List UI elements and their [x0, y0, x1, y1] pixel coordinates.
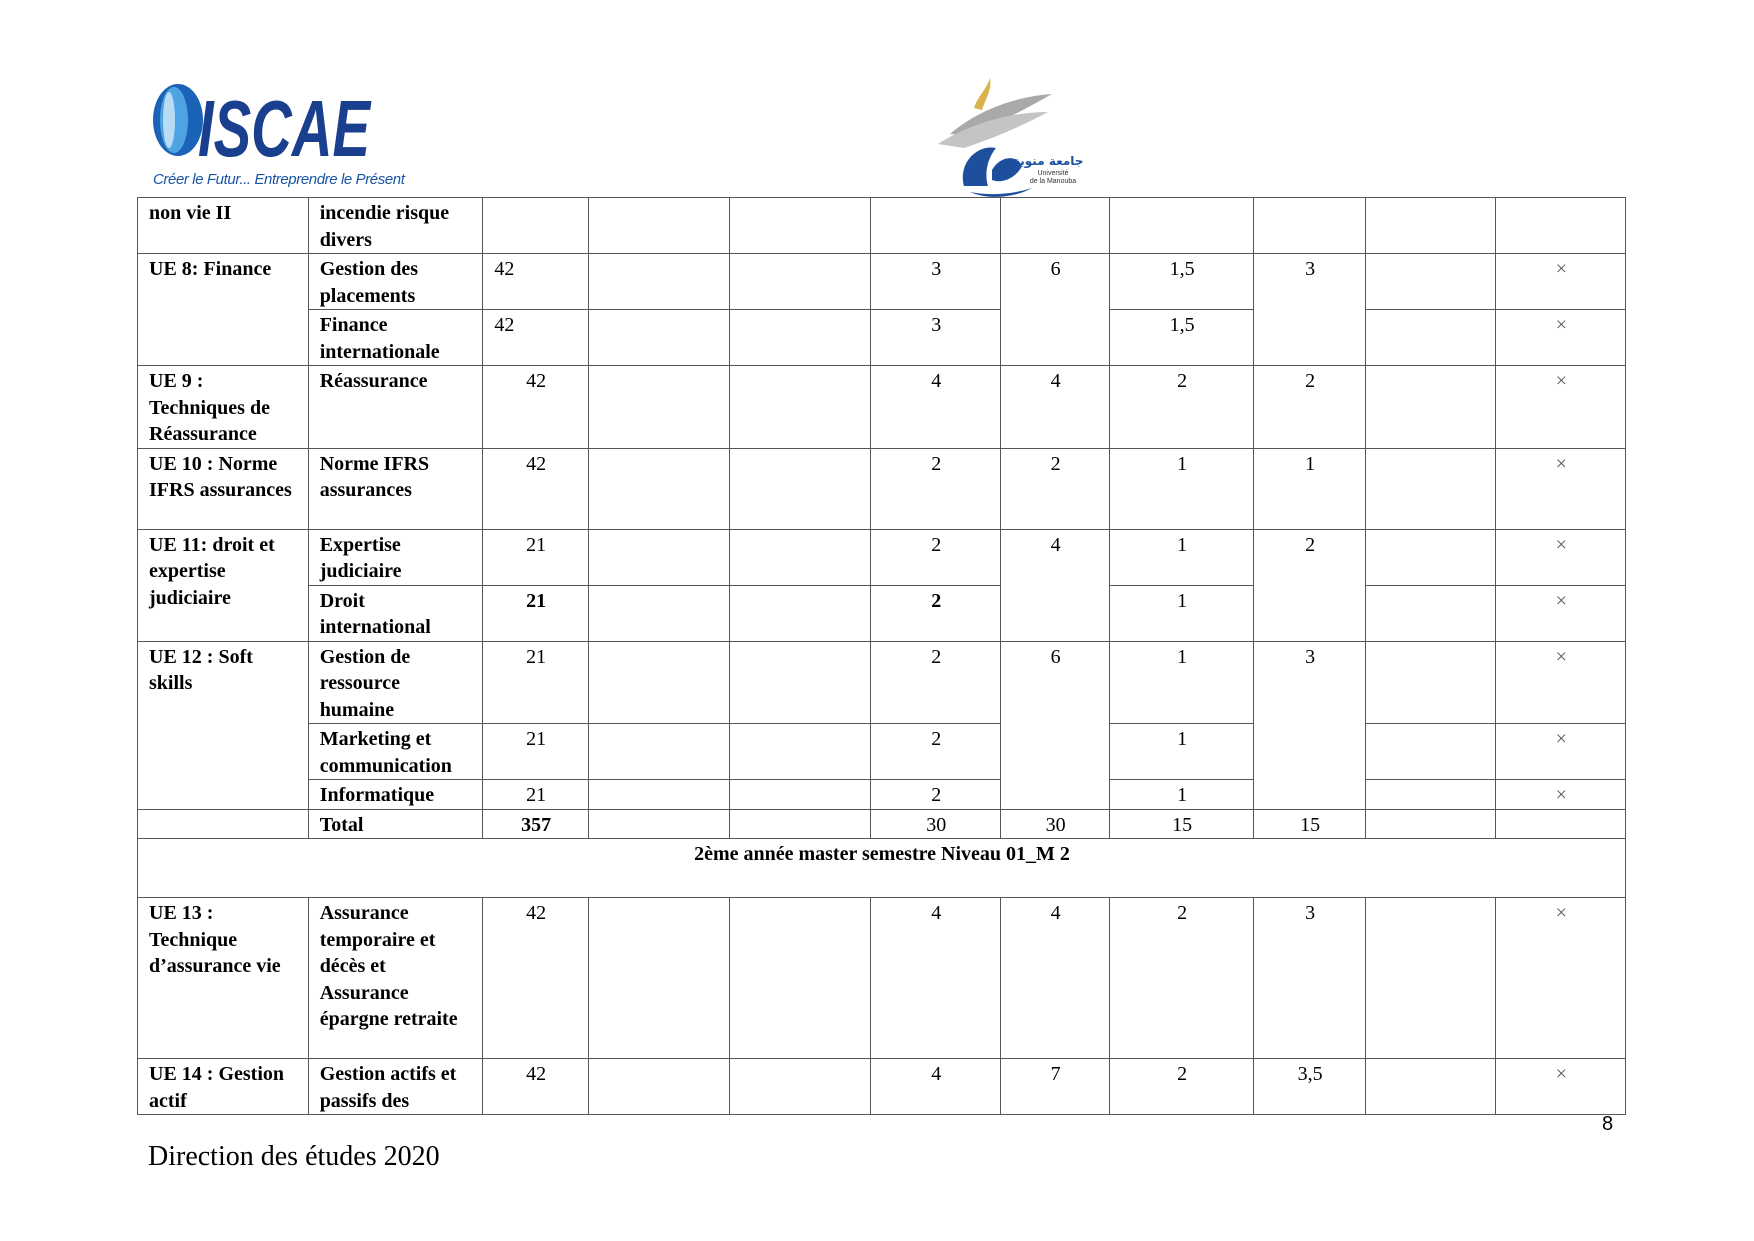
matiere-cell: Assurance temporaire et décès et Assurance épargne retraite — [308, 898, 483, 1059]
credit-cell: 3 — [870, 254, 1001, 310]
empty-cell — [1365, 809, 1496, 839]
empty-cell — [588, 780, 730, 810]
ue-table — [137, 197, 1626, 1115]
matiere-cell: Informatique — [308, 780, 483, 810]
coef-ue-cell: 2 — [1254, 366, 1365, 449]
mark-cell: × — [1496, 724, 1626, 780]
empty-cell — [588, 898, 730, 1059]
table-row — [138, 898, 1626, 1059]
mark-cell: × — [1496, 529, 1626, 585]
empty-cell — [730, 448, 871, 529]
matiere-cell: Gestion de ressource humaine — [308, 641, 483, 724]
matiere-cell: Finance internationale — [308, 310, 483, 366]
mark-cell: × — [1496, 780, 1626, 810]
table-row — [138, 641, 1626, 724]
iscae-logo-mark — [148, 76, 378, 171]
empty-cell — [730, 724, 871, 780]
credit-ue-cell: 6 — [1001, 254, 1109, 366]
empty-cell — [588, 254, 730, 310]
empty-cell — [1365, 366, 1496, 449]
coef-ue-total: 15 — [1254, 809, 1365, 839]
matiere-cell: Marketing et communication — [308, 724, 483, 780]
table-row — [138, 529, 1626, 585]
ue-cell: UE 12 : Soft skills — [138, 641, 309, 809]
manouba-french-line2: de la Manouba — [1029, 178, 1077, 185]
universite-manouba-logo — [930, 74, 1090, 198]
section-heading: 2ème année master semestre Niveau 01_M 2 — [138, 839, 1626, 898]
coef-ue-cell: 3,5 — [1254, 1059, 1365, 1115]
page-number: 8 — [1602, 1113, 1614, 1135]
ue-cell: UE 9 : Techniques de Réassurance — [138, 366, 309, 449]
volume-cell: 42 — [483, 898, 588, 1059]
table-row — [138, 585, 1626, 641]
volume-cell: 21 — [483, 780, 588, 810]
empty-cell — [1365, 198, 1496, 254]
coef-cell: 1 — [1109, 641, 1254, 724]
credit-ue-cell: 7 — [1001, 1059, 1109, 1115]
empty-cell — [588, 1059, 730, 1115]
coef-cell: 1 — [1109, 529, 1254, 585]
coef-cell: 2 — [1109, 366, 1254, 449]
mark-cell: × — [1496, 448, 1626, 529]
volume-cell: 42 — [483, 254, 588, 310]
mark-cell: × — [1496, 585, 1626, 641]
volume-cell: 42 — [483, 1059, 588, 1115]
empty-cell — [1365, 254, 1496, 310]
credit-cell: 3 — [870, 310, 1001, 366]
mark-cell: × — [1496, 254, 1626, 310]
volume-cell: 21 — [483, 529, 588, 585]
coef-ue-cell: 2 — [1254, 529, 1365, 641]
coef-ue-cell: 1 — [1254, 448, 1365, 529]
coef-cell — [1109, 198, 1254, 254]
credit-cell: 4 — [870, 898, 1001, 1059]
matiere-cell: Droit international — [308, 585, 483, 641]
empty-cell — [588, 448, 730, 529]
credit-cell: 2 — [870, 585, 1001, 641]
footer-text: Direction des études 2020 — [148, 1141, 440, 1172]
mark-cell: × — [1496, 1059, 1626, 1115]
credit-ue-cell — [1001, 198, 1109, 254]
empty-cell — [730, 198, 871, 254]
credit-ue-cell: 6 — [1001, 641, 1109, 809]
volume-cell: 42 — [483, 310, 588, 366]
coef-ue-cell: 3 — [1254, 641, 1365, 809]
coef-ue-cell: 3 — [1254, 254, 1365, 366]
iscae-logo-wordmark: ISCAE — [198, 84, 372, 173]
matiere-cell: Gestion actifs et passifs des — [308, 1059, 483, 1115]
coef-cell: 2 — [1109, 898, 1254, 1059]
empty-cell — [1365, 898, 1496, 1059]
empty-cell — [730, 780, 871, 810]
volume-total: 357 — [483, 809, 588, 839]
empty-cell — [730, 310, 871, 366]
mark-cell — [1496, 198, 1626, 254]
manouba-french-name — [1026, 170, 1080, 186]
matiere-cell: Gestion des placements — [308, 254, 483, 310]
empty-cell — [588, 809, 730, 839]
credit-cell: 4 — [870, 366, 1001, 449]
volume-cell: 42 — [483, 448, 588, 529]
credit-cell: 2 — [870, 780, 1001, 810]
credit-ue-cell: 4 — [1001, 529, 1109, 641]
empty-cell — [730, 529, 871, 585]
empty-cell — [730, 585, 871, 641]
credit-cell: 2 — [870, 529, 1001, 585]
coef-cell: 2 — [1109, 1059, 1254, 1115]
credit-ue-cell: 2 — [1001, 448, 1109, 529]
empty-cell — [1365, 585, 1496, 641]
table-row — [138, 310, 1626, 366]
ue-cell: UE 10 : Norme IFRS assurances — [138, 448, 309, 529]
iscae-logo — [148, 76, 405, 194]
credit-ue-total: 30 — [1001, 809, 1109, 839]
credit-cell: 2 — [870, 724, 1001, 780]
empty-cell — [1365, 448, 1496, 529]
matiere-cell: Norme IFRS assurances — [308, 448, 483, 529]
ue-cell: UE 8: Finance — [138, 254, 309, 366]
empty-cell — [1365, 641, 1496, 724]
table-row — [138, 780, 1626, 810]
mark-cell: × — [1496, 898, 1626, 1059]
matiere-cell: incendie risque divers — [308, 198, 483, 254]
manouba-arabic-name: جامعة منوبة — [1013, 154, 1084, 168]
empty-cell — [588, 724, 730, 780]
mark-cell: × — [1496, 310, 1626, 366]
volume-cell: 21 — [483, 641, 588, 724]
ue-cell: non vie II — [138, 198, 309, 254]
empty-cell — [730, 1059, 871, 1115]
empty-cell — [1365, 724, 1496, 780]
empty-cell — [730, 254, 871, 310]
empty-cell — [730, 809, 871, 839]
credit-cell — [870, 198, 1001, 254]
total-label: Total — [308, 809, 483, 839]
credit-cell: 4 — [870, 1059, 1001, 1115]
empty-cell — [1365, 529, 1496, 585]
empty-cell — [730, 641, 871, 724]
empty-cell — [588, 641, 730, 724]
mark-cell — [1496, 809, 1626, 839]
iscae-tagline: Créer le Futur... Entreprendre le Présent — [153, 171, 405, 188]
empty-cell — [588, 529, 730, 585]
empty-cell — [588, 366, 730, 449]
empty-cell — [1365, 310, 1496, 366]
credit-ue-cell: 4 — [1001, 898, 1109, 1059]
empty-cell — [730, 898, 871, 1059]
ue-cell: UE 11: droit et expertise judiciaire — [138, 529, 309, 641]
empty-cell — [588, 585, 730, 641]
manouba-french-line1: Université — [1037, 170, 1069, 177]
coef-cell: 1 — [1109, 780, 1254, 810]
table-row — [138, 448, 1626, 529]
table-row — [138, 366, 1626, 449]
coef-cell: 1 — [1109, 585, 1254, 641]
volume-cell: 21 — [483, 724, 588, 780]
ue-cell: UE 13 : Technique d’assurance vie — [138, 898, 309, 1059]
volume-cell: 42 — [483, 366, 588, 449]
volume-cell — [483, 198, 588, 254]
empty-cell — [1365, 1059, 1496, 1115]
credit-cell: 2 — [870, 448, 1001, 529]
coef-total: 15 — [1109, 809, 1254, 839]
ue-cell: UE 14 : Gestion actif — [138, 1059, 309, 1115]
matiere-cell: Réassurance — [308, 366, 483, 449]
empty-cell — [1365, 780, 1496, 810]
matiere-cell: Expertise judiciaire — [308, 529, 483, 585]
coef-cell: 1,5 — [1109, 254, 1254, 310]
credit-cell: 2 — [870, 641, 1001, 724]
credit-ue-cell: 4 — [1001, 366, 1109, 449]
table-row — [138, 1059, 1626, 1115]
empty-cell — [730, 366, 871, 449]
volume-cell: 21 — [483, 585, 588, 641]
coef-cell: 1,5 — [1109, 310, 1254, 366]
mark-cell: × — [1496, 641, 1626, 724]
coef-cell: 1 — [1109, 724, 1254, 780]
section-row — [138, 839, 1626, 898]
total-row — [138, 809, 1626, 839]
mark-cell: × — [1496, 366, 1626, 449]
coef-ue-cell — [1254, 198, 1365, 254]
coef-cell: 1 — [1109, 448, 1254, 529]
table-row — [138, 198, 1626, 254]
empty-cell — [588, 310, 730, 366]
credit-total: 30 — [870, 809, 1001, 839]
ue-cell — [138, 809, 309, 839]
table-row — [138, 254, 1626, 310]
table-row — [138, 724, 1626, 780]
coef-ue-cell: 3 — [1254, 898, 1365, 1059]
empty-cell — [588, 198, 730, 254]
